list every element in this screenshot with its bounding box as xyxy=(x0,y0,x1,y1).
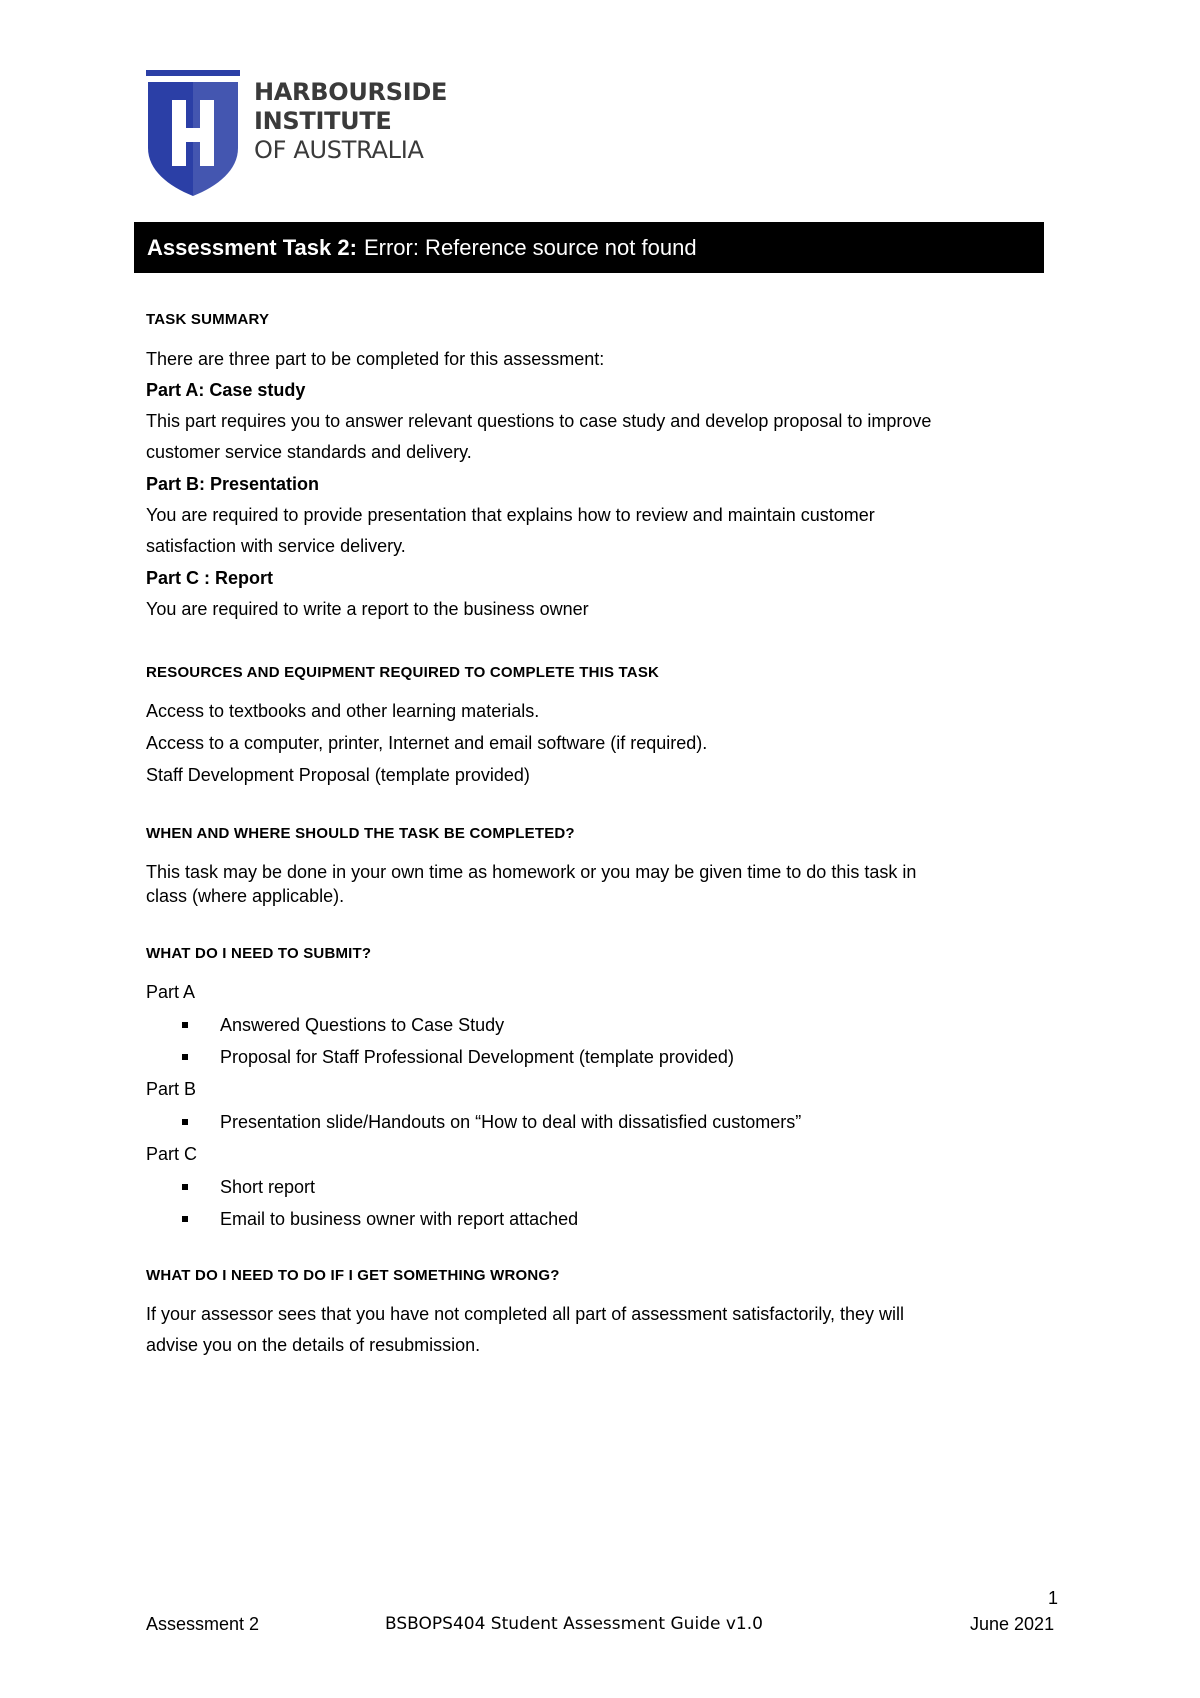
part-a-description-1: This part requires you to answer relevant questions to case study and develop proposal to improve xyxy=(146,411,932,431)
resource-item: Access to textbooks and other learning materials. xyxy=(146,701,540,721)
resource-item: Staff Development Proposal (template provided) xyxy=(146,765,530,785)
footer-date: June 2021 xyxy=(970,1614,1055,1634)
something-wrong-text-2: advise you on the details of resubmission. xyxy=(146,1335,481,1355)
when-where-heading: WHEN AND WHERE SHOULD THE TASK BE COMPLETED? xyxy=(146,825,575,842)
when-where-text-1: This task may be done in your own time as homework or you may be given time to do this task in xyxy=(146,862,917,882)
list-item-text: Presentation slide/Handouts on “How to deal with dissatisfied customers” xyxy=(220,1112,802,1132)
list-item-text: Email to business owner with report attached xyxy=(220,1209,579,1229)
footer-guide-title: BSBOPS404 Student Assessment Guide v1.0 xyxy=(385,1614,763,1634)
list-item-text: Short report xyxy=(220,1177,316,1197)
page-number: 1 xyxy=(1048,1588,1059,1608)
title-reference-error: Error: Reference source not found xyxy=(363,234,697,260)
list-item-text: Proposal for Staff Professional Development (template provided) xyxy=(220,1047,734,1067)
submit-part-c-label: Part C xyxy=(146,1144,198,1164)
institute-logo xyxy=(146,70,446,198)
resources-heading: RESOURCES AND EQUIPMENT REQUIRED TO COMPLETE THIS TASK xyxy=(146,664,660,681)
something-wrong-text-1: If your assessor sees that you have not completed all part of assessment satisfactorily, they will xyxy=(146,1304,905,1324)
assessment-title-bar xyxy=(134,222,1044,273)
shield-h-icon xyxy=(146,70,240,198)
when-where-text-2: class (where applicable). xyxy=(146,886,345,906)
logo-line-1: HARBOURSIDE xyxy=(254,78,448,106)
resource-item: Access to a computer, printer, Internet and email software (if required). xyxy=(146,733,708,753)
list-item-text: Answered Questions to Case Study xyxy=(220,1015,505,1035)
logo-line-2: INSTITUTE xyxy=(254,107,392,135)
title-label: Assessment Task 2: xyxy=(147,234,357,260)
submit-part-b-label: Part B xyxy=(146,1079,197,1099)
part-a-description-2: customer service standards and delivery. xyxy=(146,442,472,462)
submit-heading: WHAT DO I NEED TO SUBMIT? xyxy=(146,945,372,962)
submit-part-a-label: Part A xyxy=(146,982,196,1002)
part-a-title: Part A: Case study xyxy=(146,380,306,400)
task-summary-intro: There are three part to be completed for this assessment: xyxy=(146,349,605,369)
something-wrong-heading: WHAT DO I NEED TO DO IF I GET SOMETHING WRONG? xyxy=(146,1267,560,1284)
part-c-title: Part C : Report xyxy=(146,568,274,588)
logo-line-3: OF AUSTRALIA xyxy=(254,136,424,164)
task-summary-heading: TASK SUMMARY xyxy=(146,311,270,328)
footer-assessment: Assessment 2 xyxy=(146,1614,260,1634)
part-c-description-1: You are required to write a report to the business owner xyxy=(146,599,589,619)
logo-wordmark xyxy=(254,78,447,165)
part-b-description-2: satisfaction with service delivery. xyxy=(146,536,406,556)
part-b-description-1: You are required to provide presentation that explains how to review and maintain customer xyxy=(146,505,875,525)
part-b-title: Part B: Presentation xyxy=(146,474,320,494)
